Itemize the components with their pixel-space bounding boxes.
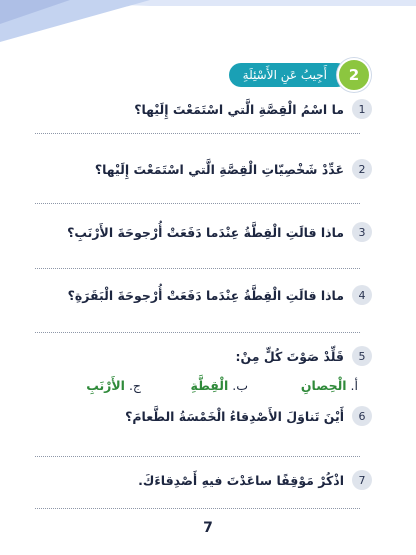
question-3 [67,222,372,242]
question-7 [138,470,372,490]
answer-line[interactable] [35,508,360,509]
question-number: 1 [352,99,372,119]
option-letter: أ. [350,378,358,393]
question-4 [68,285,372,305]
answer-line[interactable] [35,456,360,457]
option-letter: ب. [232,378,248,393]
question-text: عَدِّدْ شَخْصِيّاتِ الْقِصَّةِ الَّتي اسْتَمَعْتَ إِلَيْها؟ [94,161,344,177]
option-c [86,378,141,393]
question-6 [125,406,372,426]
question-text: ما اسْمُ الْقِصَّةِ الَّتي اسْتَمَعْتَ إِلَيْها؟ [134,101,344,117]
section-number-badge: 2 [337,58,371,92]
page-number: 7 [203,520,213,536]
question-number: 6 [352,406,372,426]
question-text: ماذا قالَتِ الْقِطَّةُ عِنْدَما دَفَعَتْ أُرْجوحَةَ الْبَقَرَةِ؟ [67,287,344,303]
option-letter: ج. [128,378,141,393]
question-number: 3 [352,222,372,242]
option-value: الْحِصانِ [300,378,347,393]
question-2 [95,159,372,179]
option-value: الأَرْنَبِ [86,378,125,393]
answer-line[interactable] [35,268,360,269]
question-number: 5 [352,346,372,366]
question-number: 2 [352,159,372,179]
question-text: قَلِّدْ صَوْتَ كُلٍّ مِنْ: [235,348,344,364]
option-value: الْقِطَّةِ [190,378,229,393]
section-title: أَجِيبُ عَنِ الأَسْئِلَةِ [229,63,349,87]
question-number: 4 [352,285,372,305]
question-text: أَيْنَ تَناوَلَ الأَصْدِقاءُ الْخَمْسَةُ الطَّعامَ؟ [125,408,344,424]
option-b [191,378,248,393]
question-number: 7 [352,470,372,490]
question-1 [134,99,372,119]
question-5 [236,346,372,366]
answer-line[interactable] [35,133,360,134]
answer-line[interactable] [35,332,360,333]
option-a [301,378,358,393]
question-text: ماذا قالَتِ الْقِطَّةُ عِنْدَما دَفَعَتْ أُرْجوحَةَ الأَرْنَبِ؟ [67,224,344,240]
answer-line[interactable] [35,203,360,204]
question-text: اذْكُرْ مَوْقِفًا ساعَدْتَ فيهِ أَصْدِقاءَكَ. [138,472,344,488]
section-header [229,60,371,90]
